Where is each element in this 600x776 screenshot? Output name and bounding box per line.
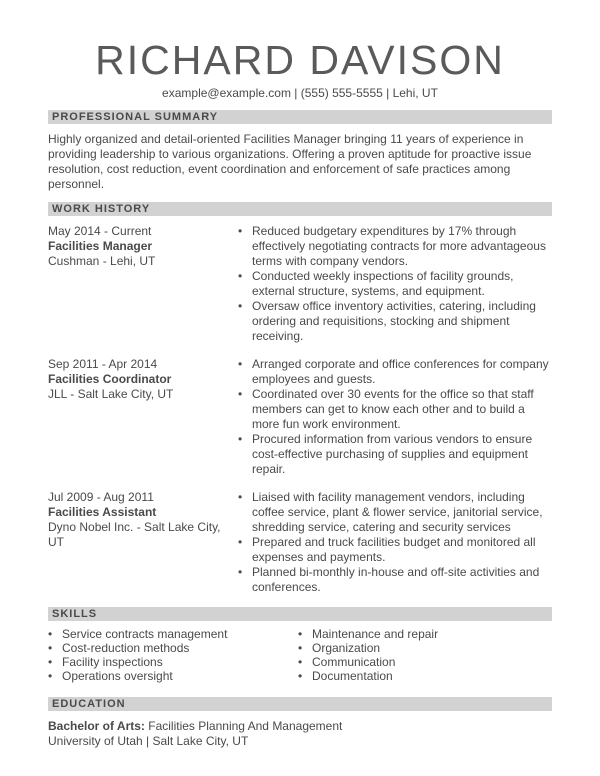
job-meta [48,490,238,595]
section-header-summary: PROFESSIONAL SUMMARY [48,110,552,124]
job-dates: Sep 2011 - Apr 2014 [48,357,158,371]
job-meta [48,224,238,344]
skill-item: • Documentation [298,669,548,683]
candidate-name: RICHARD DAVISON [95,37,505,83]
job-bullet: • Coordinated over 30 events for the office so that staff members can get to know each other and to build a more fun work environment. [238,387,552,432]
summary-text: Highly organized and detail-oriented Facilities Manager bringing 11 years of experience in providing leadership to various organizations. Offering a proven aptitude for proactive issue resolution, cost reduction, event coordination and enforcement of safe practices among personnel. [48,132,532,191]
skill-item: • Operations oversight [48,669,298,683]
job-bullet: • Reduced budgetary expenditures by 17% through effectively negotiating contracts for more advantageous terms with company vendors. [238,224,552,269]
job-bullet: • Planned bi-monthly in-house and off-site activities and conferences. [238,565,552,595]
skill-item: • Cost-reduction methods [48,641,298,655]
job-company: Dyno Nobel Inc. - Salt Lake City, UT [48,520,221,549]
section-header-work: WORK HISTORY [48,202,552,216]
skills-column-left [48,627,298,683]
job-bullets [238,490,552,595]
degree-field: Facilities Planning And Management [144,719,343,733]
job-entry [48,357,552,477]
skill-item: • Organization [298,641,548,655]
job-dates: May 2014 - Current [48,224,152,238]
degree: Bachelor of Arts: [48,719,145,733]
section-header-education: EDUCATION [48,697,552,711]
job-bullet: • Liaised with facility management vendors, including coffee service, plant & flower service, janitorial service, shredding service, catering and security services [238,490,552,535]
contact-line: example@example.com | (555) 555-5555 | Lehi, UT [162,86,438,100]
education-entry [48,719,552,749]
job-entry [48,224,552,344]
job-dates: Jul 2009 - Aug 2011 [48,490,154,504]
job-bullet: • Procured information from various vendors to ensure cost-effective purchasing of supplies and equipment repair. [238,432,552,477]
skill-item: • Maintenance and repair [298,627,548,641]
skills-list [48,627,552,683]
section-header-skills: SKILLS [48,607,552,621]
job-bullets [238,357,552,477]
job-title: Facilities Coordinator [48,372,172,386]
job-company: JLL - Salt Lake City, UT [48,387,174,401]
skill-item: • Facility inspections [48,655,298,669]
job-bullet: • Prepared and truck facilities budget and monitored all expenses and payments. [238,535,552,565]
job-title: Facilities Assistant [48,505,157,519]
job-bullet: • Arranged corporate and office conferences for company employees and guests. [238,357,552,387]
education-degree-line [48,719,552,734]
job-entry [48,490,552,595]
skills-column-right [298,627,548,683]
job-title: Facilities Manager [48,239,153,253]
job-meta [48,357,238,477]
job-bullets [238,224,552,344]
job-company: Cushman - Lehi, UT [48,254,156,268]
skill-item: • Communication [298,655,548,669]
job-bullet: • Conducted weekly inspections of facility grounds, external structure, systems, and equipment. [238,269,552,299]
job-bullet: • Oversaw office inventory activities, catering, including ordering and requisitions, stocking and shipment receiving. [238,299,552,344]
education-school: University of Utah | Salt Lake City, UT [48,734,249,748]
skill-item: • Service contracts management [48,627,298,641]
